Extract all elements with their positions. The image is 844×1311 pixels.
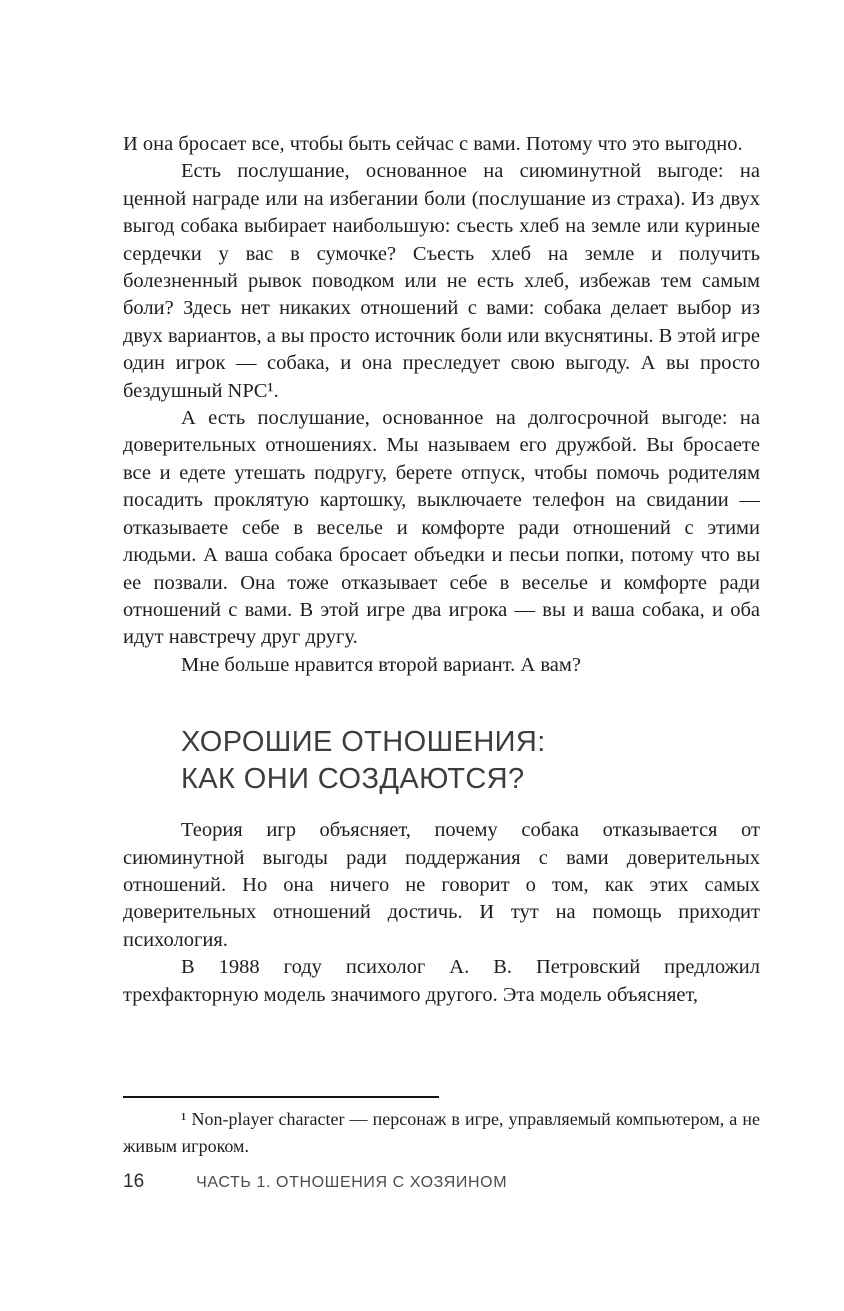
- paragraph: Мне больше нравится второй вариант. А вам?: [181, 653, 581, 676]
- paragraph: Теория игр объясняет, почему собака отказывается от сиюминутной выгоды ради поддержания с вами доверительных отношений. Но она ничего не говорит о том, как этих самых доверительных отношений достичь. И тут на помощь приходит психология.: [123, 819, 760, 951]
- section-heading-line-2: КАК ОНИ СОЗДАЮТСЯ?: [181, 763, 525, 796]
- paragraph: Есть послушание, основанное на сиюминутной выгоде: на ценной награде или на избегании боли (послушание из страха). Из двух выгод собака выбирает наибольшую: съесть хлеб на земле или куриные сердечки у вас в сумочке? Съесть хлеб на земле и получить болезненный рывок поводком или не есть хлеб, избежав тем самым боли? Здесь нет никаких отношений с вами: собака делает выбор из двух вариантов, а вы просто источник боли или вкуснятины. В этой игре один игрок — собака, и она преследует свою выгоду. А вы просто бездушный NPC¹.: [123, 160, 760, 402]
- page-number: 16: [123, 1171, 145, 1192]
- footnote-text: ¹ Non-player character — персонаж в игре, управляемый компьютером, а не живым игроком.: [123, 1109, 760, 1156]
- footnote-section: [123, 1096, 760, 1159]
- paragraph: И она бросает все, чтобы быть сейчас с вами. Потому что это выгодно.: [123, 133, 743, 155]
- section-heading-line-1: ХОРОШИЕ ОТНОШЕНИЯ:: [181, 726, 546, 759]
- footnote-divider: [123, 1096, 439, 1098]
- page-footer: [123, 1171, 760, 1193]
- body-text: [123, 131, 760, 1009]
- running-title: ЧАСТЬ 1. ОТНОШЕНИЯ С ХОЗЯИНОМ: [196, 1174, 508, 1191]
- paragraph: В 1988 году психолог А. В. Петровский предложил трехфакторную модель значимого другого. Эта модель объясняет,: [123, 956, 760, 1006]
- paragraph: А есть послушание, основанное на долгосрочной выгоде: на доверительных отношениях. Мы называем его дружбой. Вы бросаете все и едете утешать подругу, берете отпуск, чтобы помочь родителям посадить проклятую картошку, выключаете телефон на свидании — отказываете себе в веселье и комфорте ради отношений с этими людьми. А ваша собака бросает объедки и песьи попки, потому что вы ее позвали. Она тоже отказывает себе в веселье и комфорте ради отношений с вами. В этой игре два игрока — вы и ваша собака, и оба идут навстречу друг другу.: [123, 407, 760, 649]
- section-heading: [181, 724, 760, 798]
